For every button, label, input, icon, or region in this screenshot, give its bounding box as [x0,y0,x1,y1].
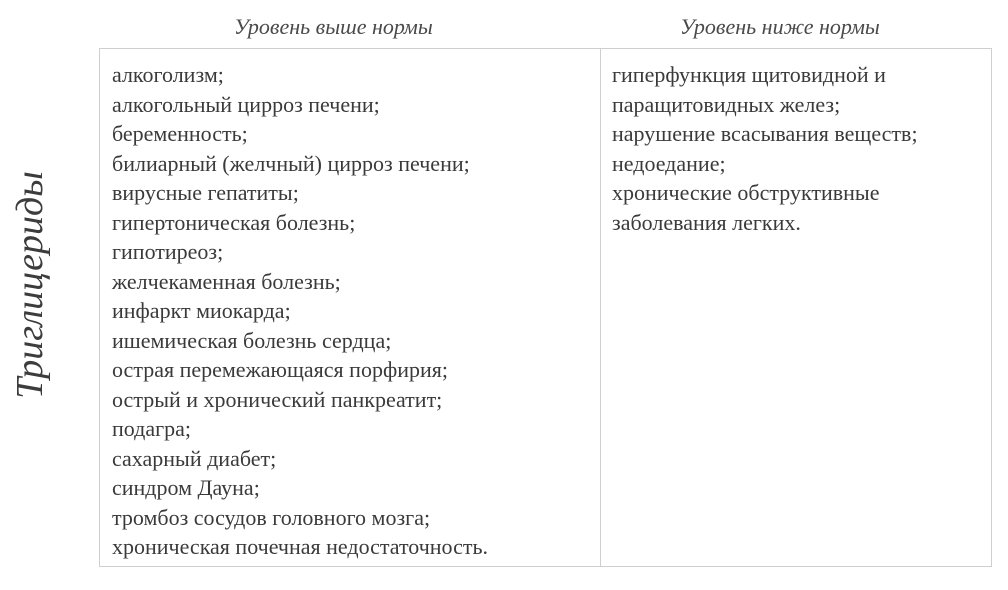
list-item: ишемическая болезнь сердца; [112,327,392,353]
list-item: инфаркт миокарда; [112,298,291,323]
list-item: хронические обструктивные [612,180,880,205]
conditions-table [99,48,992,567]
list-item: гиперфункция щитовидной и [612,62,886,87]
list-item: гипотиреоз; [112,239,224,264]
list-item: вирусные гепатиты; [112,180,299,205]
list-item: синдром Дауна; [112,475,260,500]
list-item: паращитовидных желез; [612,91,841,117]
list-item: тромбоз сосудов головного мозга; [112,504,431,530]
column-divider [600,49,601,566]
column-header-high: Уровень выше нормы [234,14,433,39]
list-item: заболевания легких. [612,209,801,235]
list-item: беременность; [112,121,248,146]
row-label-triglycerides: Триглицериды [9,171,51,399]
list-item: желчекаменная болезнь; [112,268,341,294]
high-level-causes-cell [112,60,488,562]
list-item: алкоголизм; [112,62,224,87]
list-item: нарушение всасывания веществ; [612,121,918,146]
list-item: подагра; [112,416,191,441]
low-level-causes-cell [612,60,918,237]
list-item: острый и хронический панкреатит; [112,386,443,412]
list-item: алкогольный цирроз печени; [112,91,380,117]
list-item: хроническая почечная недостаточность. [112,534,489,559]
list-item: сахарный диабет; [112,445,277,471]
list-item: гипертоническая болезнь; [112,209,356,235]
column-header-low: Уровень ниже нормы [680,14,880,39]
list-item: недоедание; [612,150,726,176]
list-item: острая перемежающаяся порфирия; [112,357,448,382]
list-item: билиарный (желчный) цирроз печени; [112,150,470,176]
